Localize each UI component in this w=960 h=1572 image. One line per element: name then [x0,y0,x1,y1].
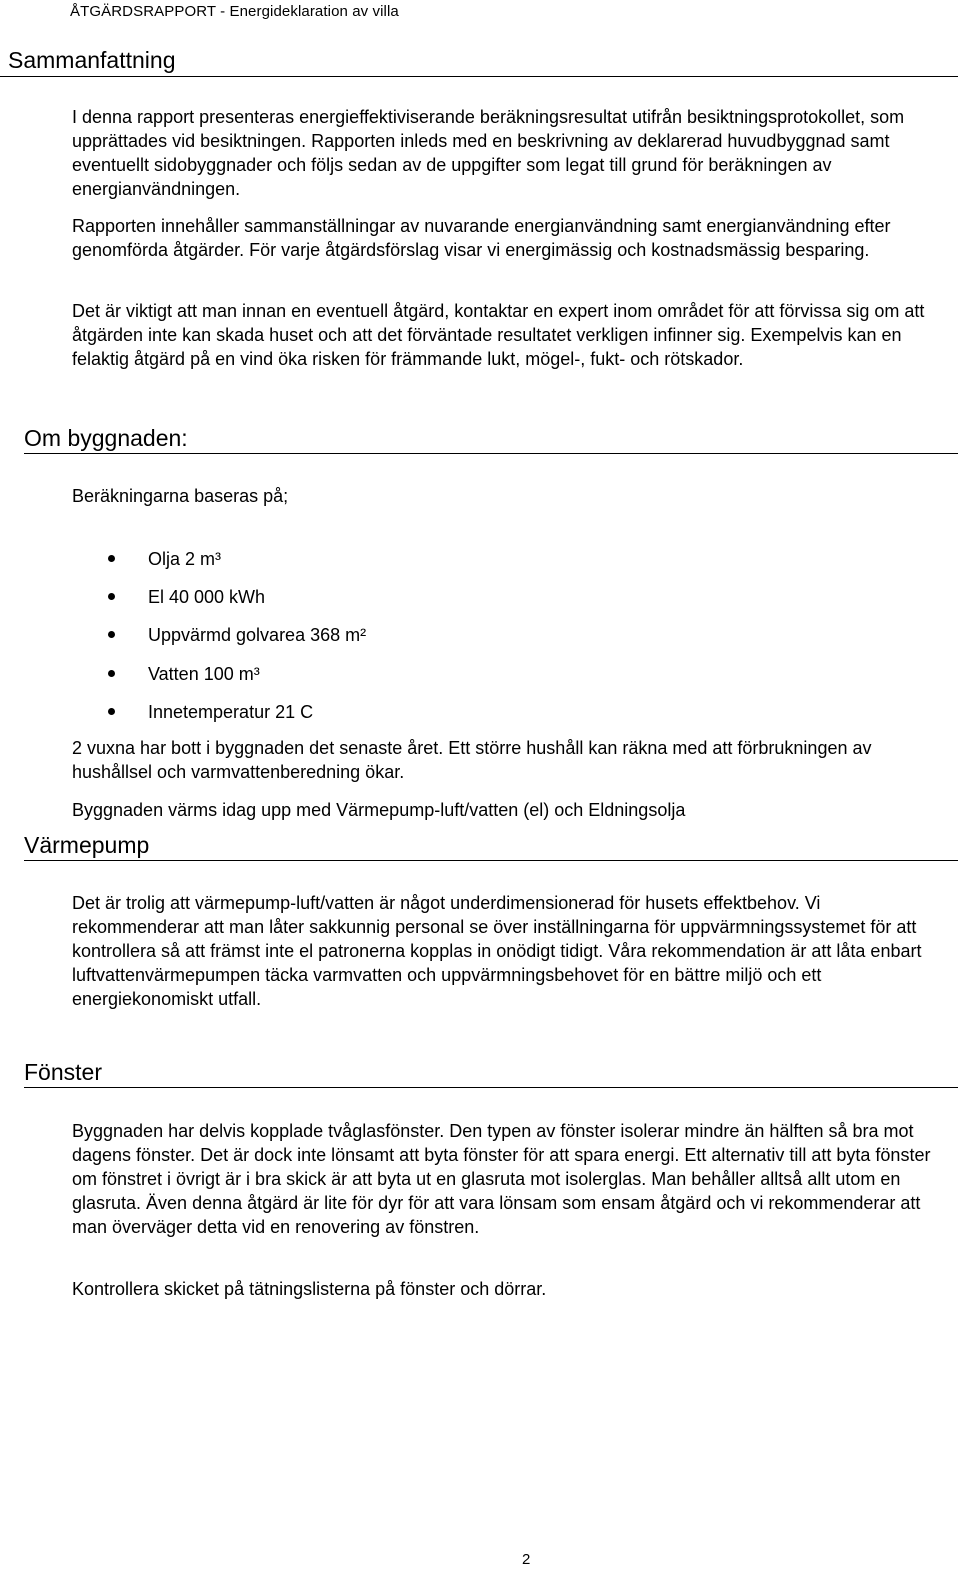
bullet-icon [108,593,115,600]
summary-paragraph-intro: I denna rapport presenteras energieffektiviserande beräkningsresultat utifrån besiktningsprotokollet, som upprättades vid besiktningen. Rapporten inleds med en beskrivning av deklarerad huvudbyggnad samt eventuellt sidobyggnader och följs sedan av de uppgifter som legat till grund för beräkningen av energianvändningen. [72,107,905,199]
building-basis-list [104,546,366,737]
heating-paragraph: Byggnaden värms idag upp med Värmepump-luft/vatten (el) och Eldningsolja [72,800,686,820]
heat-pump-heading: Värmepump [24,832,150,858]
summary-paragraph-contents: Rapporten innehåller sammanställningar av nuvarande energianvändning samt energianvändning efter genomförda åtgärder. För varje åtgärdsförslag visar vi energimässig och kostnadsmässig besparing. [72,216,891,260]
summary-heading: Sammanfattning [8,47,176,73]
seals-paragraph: Kontrollera skicket på tätningslisterna på fönster och dörrar. [72,1279,547,1299]
building-heading: Om byggnaden: [24,425,188,451]
summary-paragraph-expert-advice: Det är viktigt att man innan en eventuell åtgärd, kontaktar en expert inom området för att förvissa sig om att åtgärden inte kan skada huset och att det förväntade resultatet verkligen infinner sig. Exempelvis kan en felaktig åtgärd på en vind öka risken för främmande lukt, mögel-, fukt- och rötskador. [72,301,925,369]
windows-paragraph: Byggnaden har delvis kopplade tvåglasfönster. Den typen av fönster isolerar mindre än hälften så bra mot dagens fönster. Det är dock inte lönsamt att byta fönster för att spara energi. Ett alternativ till att byta fönster om fönstret i övrigt är i bra skick är att byta ut en glasruta mot isolerglas. Man behåller alltså allt utom en glasruta. Även denna åtgärd är lite för dyr för att vara lönsam som ensam åtgärd och vi rekommenderar att man överväger detta vid en renovering av fönstren. [72,1121,931,1237]
basis-item-indoor-temperature [104,699,366,737]
bullet-icon [108,555,115,562]
heat-pump-heading-rule [24,860,958,861]
bullet-icon [108,631,115,638]
basis-item-heated-floor-area [104,622,366,660]
bullet-icon [108,670,115,677]
building-intro: Beräkningarna baseras på; [72,486,289,506]
basis-item-electricity [104,584,366,622]
building-heading-rule [24,453,958,454]
basis-item-label: El 40 000 kWh [148,587,266,608]
running-header: ÅTGÄRDSRAPPORT - Energideklaration av villa [70,3,399,20]
basis-item-water [104,661,366,699]
basis-item-label: Innetemperatur 21 C [148,701,314,722]
basis-item-label: Uppvärmd golvarea 368 m² [148,625,367,646]
basis-item-label: Vatten 100 m³ [148,663,260,684]
windows-heading-rule [24,1087,958,1088]
bullet-icon [108,708,115,715]
page-number: 2 [522,1551,531,1568]
windows-heading: Fönster [24,1059,102,1085]
heat-pump-paragraph: Det är trolig att värmepump-luft/vatten är något underdimensionerad för husets effektbehov. Vi rekommenderar att man låter sakkunnig personal se över inställningarna för uppvärmningssystemet för att kontrollera så att främst inte el patronerna kopplas in onödigt tidigt. Våra rekommendation är att låta enbart luftvattenvärmepumpen täcka varmvatten och uppvärmningsbehovet för en bättre miljö och ett energiekonomiskt utfall. [72,893,922,1009]
household-paragraph: 2 vuxna har bott i byggnaden det senaste året. Ett större hushåll kan räkna med att förbrukningen av hushållsel och varmvattenberedning ökar. [72,738,872,782]
summary-heading-rule [0,76,958,77]
basis-item-oil [104,546,366,584]
basis-item-label: Olja 2 m³ [148,549,222,569]
